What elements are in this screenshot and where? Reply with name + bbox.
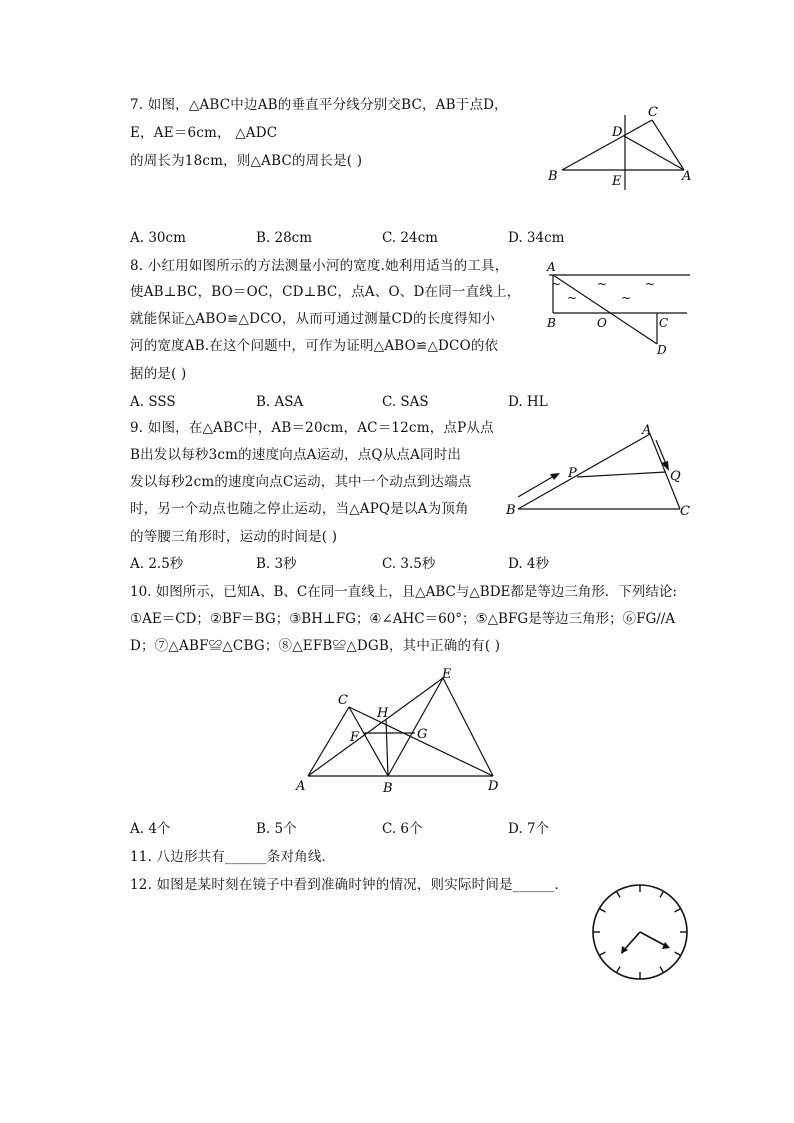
- q7-seg-CA: [652, 120, 684, 170]
- q10-line1: 10. 如图所示，已知A、B、C在同一直线上，且△ABC与△BDE都是等边三角形．下列结论:: [130, 584, 677, 600]
- q10-label-F: F: [350, 730, 360, 745]
- q7-label-B: B: [548, 169, 558, 184]
- q10-label-B: B: [383, 781, 393, 796]
- clock-hand-long: [624, 932, 640, 950]
- q12-text: 12. 如图是某时刻在镜子中看到准确时钟的情况，则实际时间是______．: [130, 877, 569, 893]
- q7-line3: 的周长为18cm，则△ABC的周长是( ): [130, 153, 363, 169]
- q9-arrow-P-head: [550, 473, 560, 480]
- q10-seg-ED: [443, 678, 493, 776]
- q10-line2: ①AE＝CD；②BF＝BG；③BH⊥FG；④∠AHC＝60°；⑤△BFG是等边三角形；⑥FG//A: [130, 611, 676, 627]
- q9-label-P: P: [568, 466, 577, 481]
- q8-line2: 使AB⊥BC，BO＝OC，CD⊥BC，点A、O、D在同一直线上，: [130, 284, 521, 300]
- q10-figure: [290, 664, 510, 799]
- q8-wave-4: ~: [621, 291, 632, 305]
- q8-option-a: A. SSS: [130, 394, 176, 410]
- q10-option-d: D. 7个: [508, 821, 550, 837]
- q8-option-c: C. SAS: [382, 394, 429, 410]
- q7-label-D: D: [612, 125, 623, 140]
- q9-seg-PQ: [577, 472, 666, 477]
- q9-line1: 9. 如图，在△ABC中，AB＝20cm，AC＝12cm，点P从点: [130, 420, 494, 436]
- q7-figure: [540, 100, 700, 195]
- q7-option-b: B. 28cm: [256, 230, 313, 246]
- q7-line2: E，AE＝6cm， △ADC: [130, 125, 278, 141]
- q8-label-O: O: [597, 316, 607, 330]
- q9-label-C: C: [680, 504, 690, 519]
- q10-option-a: A. 4个: [130, 821, 171, 837]
- q8-label-C: C: [659, 316, 669, 330]
- q7-option-a: A. 30cm: [130, 230, 186, 246]
- q10-label-C: C: [338, 693, 348, 708]
- q8-wave-3: ~: [597, 277, 608, 291]
- q9-arrow-P-shaft: [518, 476, 554, 497]
- q10-label-G: G: [417, 727, 428, 742]
- q8-line4: 河的宽度AB.在这个问题中，可作为证明△ABO≌△DCO的依: [130, 338, 499, 354]
- q7-seg-DA: [624, 136, 684, 170]
- q10-label-H: H: [377, 706, 389, 721]
- q9-option-c: C. 3.5秒: [382, 556, 436, 572]
- q10-line3: D；⑦△ABF≌△CBG；⑧△EFB≌△DGB，其中正确的有( ): [130, 638, 501, 654]
- q8-option-b: B. ASA: [256, 394, 304, 410]
- q11-text: 11. 八边形共有______条对角线．: [130, 849, 336, 865]
- q10-option-c: C. 6个: [382, 821, 423, 837]
- q10-label-E: E: [442, 667, 452, 682]
- q9-option-a: A. 2.5秒: [130, 556, 184, 572]
- q9-figure: [500, 422, 700, 522]
- q8-line1: 8. 小红用如图所示的方法测量小河的宽度.她利用适当的工具，: [130, 258, 509, 274]
- q7-label-C: C: [648, 105, 658, 120]
- q7-label-E: E: [612, 174, 622, 189]
- q9-line2: B出发以每秒3cm的速度向点A运动，点Q从点A同时出: [130, 447, 462, 463]
- q7-seg-BC: [562, 120, 652, 170]
- q9-option-d: D. 4秒: [508, 556, 550, 572]
- q10-seg-BH: [386, 719, 388, 776]
- q8-wave-2: ~: [567, 291, 578, 305]
- clock-hand-short-tip: [662, 942, 670, 949]
- q8-label-B: B: [547, 316, 556, 330]
- q10-seg-AC: [308, 707, 349, 776]
- q10-seg-BE: [388, 678, 443, 776]
- q10-option-b: B. 5个: [256, 821, 297, 837]
- q8-label-D: D: [657, 343, 667, 357]
- q10-label-A: A: [296, 779, 306, 794]
- q9-label-B: B: [506, 503, 516, 518]
- q8-line5: 据的是( ): [130, 366, 187, 382]
- q8-wave-1: ~: [551, 277, 562, 291]
- q9-label-Q: Q: [670, 469, 681, 484]
- q8-label-A: A: [547, 260, 556, 274]
- q7-option-d: D. 34cm: [508, 230, 565, 246]
- q10-label-D: D: [488, 779, 499, 794]
- q7-label-A: A: [682, 169, 692, 184]
- q7-option-c: C. 24cm: [382, 230, 438, 246]
- q12-mirror-clock: [588, 880, 692, 984]
- q9-seg-BA: [518, 434, 650, 509]
- clock-hand-short: [640, 932, 666, 946]
- q8-figure: [535, 258, 695, 358]
- q8-line3: 就能保证△ABO≌△DCO，从而可通过测量CD的长度得知小: [130, 311, 496, 327]
- q9-option-b: B. 3秒: [256, 556, 297, 572]
- q8-wave-5: ~: [645, 277, 656, 291]
- q7-line1: 7. 如图，△ABC中边AB的垂直平分线分别交BC，AB于点D，: [130, 97, 508, 113]
- q9-line4: 时，另一个动点也随之停止运动，当△APQ是以A为顶角: [130, 501, 469, 517]
- q9-line3: 发以每秒2cm的速度向点C运动，其中一个动点到达端点: [130, 474, 472, 490]
- q9-label-A: A: [642, 423, 652, 438]
- q8-option-d: D. HL: [508, 394, 548, 410]
- q9-line5: 的等腰三角形时，运动的时间是( ): [130, 529, 338, 545]
